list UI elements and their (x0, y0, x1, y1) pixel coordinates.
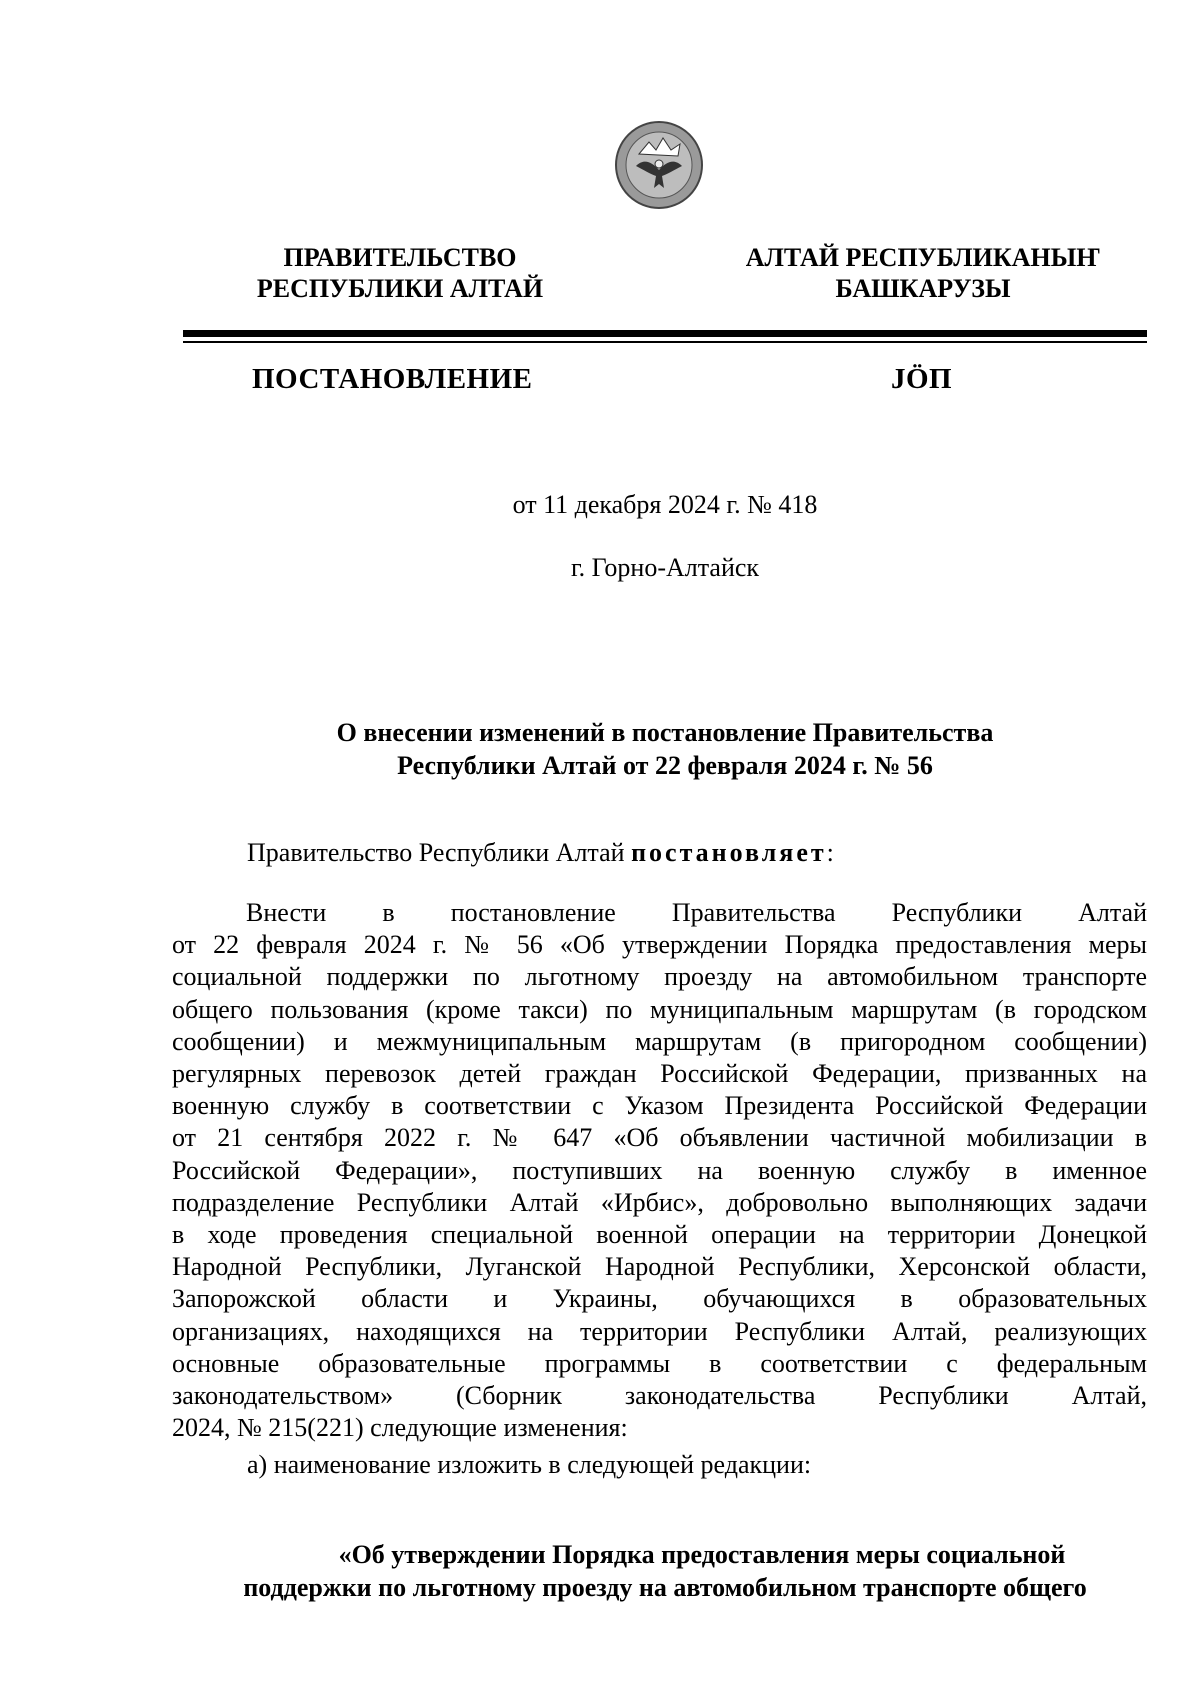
body-line: от 21 сентября 2022 г. № 647 «Об объявлении частичной мобилизации в (172, 1123, 1147, 1153)
body-line: общего пользования (кроме такси) по муниципальным маршрутам (в городском (172, 994, 1147, 1024)
document-date-number: от 11 декабря 2024 г. № 418 (512, 490, 818, 519)
body-line: 2024, № 215(221) следующие изменения: (172, 1413, 628, 1443)
document-type-altai: JӦП (891, 363, 953, 395)
header-divider-thick (183, 330, 1147, 337)
body-line: Внести в постановление Правительства Республики Алтай (246, 898, 1147, 927)
decree-line (247, 838, 834, 868)
document-city: г. Горно-Алтайск (570, 553, 760, 582)
coat-of-arms-icon (614, 120, 704, 210)
decree-prefix: Правительство Республики Алтай (247, 838, 632, 867)
quoted-title-line1: «Об утверждении Порядка предоставления меры социальной (338, 1540, 1066, 1569)
heading-line2: Республики Алтай от 22 февраля 2024 г. № 56 (397, 751, 933, 780)
government-name-altai (728, 242, 1118, 304)
body-line: основные образовательные программы в соответствии с федеральным (172, 1348, 1147, 1378)
government-name-line2: РЕСПУБЛИКИ АЛТАЙ (256, 274, 544, 303)
body-line: от 22 февраля 2024 г. № 56 «Об утверждении Порядка предоставления меры (172, 930, 1147, 960)
body-line: регулярных перевозок детей граждан Российской Федерации, призванных на (172, 1059, 1147, 1089)
body-line: подразделение Республики Алтай «Ирбис», добровольно выполняющих задачи (172, 1187, 1147, 1217)
body-line: в ходе проведения специальной военной операции на территории Донецкой (172, 1220, 1147, 1250)
document-heading (183, 716, 1147, 782)
body-paragraph (172, 897, 1147, 1444)
decree-suffix: : (826, 838, 834, 867)
government-name-altai-line1: АЛТАЙ РЕСПУБЛИКАНЫҤ (745, 243, 1101, 272)
body-line: Запорожской области и Украины, обучающихся в образовательных (172, 1284, 1147, 1314)
government-name-russian (225, 242, 575, 304)
heading-line1: О внесении изменений в постановление Правительства (336, 718, 994, 747)
document-type-russian: ПОСТАНОВЛЕНИЕ (252, 363, 533, 395)
list-item-a: а) наименование изложить в следующей редакции: (247, 1450, 812, 1479)
government-name-line1: ПРАВИТЕЛЬСТВО (283, 243, 517, 272)
body-line: законодательством» (Сборник законодательства Республики Алтай, (172, 1381, 1147, 1411)
body-line: военную службу в соответствии с Указом Президента Российской Федерации (172, 1091, 1147, 1121)
header-divider-thin (183, 341, 1147, 343)
body-line: организациях, находящихся на территории Республики Алтай, реализующих (172, 1316, 1147, 1346)
quoted-new-title (183, 1538, 1147, 1604)
decree-verb: постановляет (631, 838, 827, 867)
body-line: Народной Республики, Луганской Народной Республики, Херсонской области, (172, 1252, 1147, 1282)
quoted-title-line2: поддержки по льготному проезду на автомобильном транспорте общего (243, 1573, 1087, 1602)
body-line: социальной поддержки по льготному проезду на автомобильном транспорте (172, 962, 1147, 992)
body-line: Российской Федерации», поступивших на военную службу в именное (172, 1155, 1147, 1185)
government-name-altai-line2: БАШКАРУЗЫ (835, 274, 1011, 303)
body-line: сообщении) и межмуниципальным маршрутам (в пригородном сообщении) (172, 1026, 1147, 1056)
